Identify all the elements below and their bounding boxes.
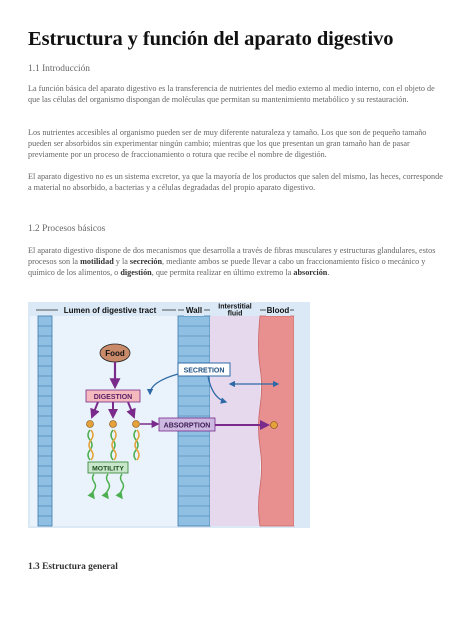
- secretion-label: SECRETION: [183, 367, 225, 375]
- left-epithelium: [38, 316, 52, 526]
- section-heading-procesos-basicos: 1.2 Procesos básicos: [28, 224, 106, 234]
- interstitial-fluid-region: [210, 316, 260, 526]
- right-margin: [294, 316, 308, 526]
- header-interstitial-2: fluid: [227, 310, 243, 318]
- section-heading-introduccion: 1.1 Introducción: [28, 64, 90, 74]
- header-wall: Wall: [185, 306, 203, 315]
- intro-paragraph-3: El aparato digestivo no es un sistema excretor, ya que la mayoría de los productos que salen del mismo, las heces, corresponde a material no absorbido, a bacterias y a células degradadas del propio aparato digestivo.: [28, 172, 443, 192]
- food-label: Food: [105, 349, 125, 358]
- nutrient-dot: [110, 421, 117, 428]
- header-lumen: Lumen of digestive tract: [63, 306, 157, 315]
- digestive-processes-diagram: [28, 302, 310, 528]
- term-absorcion: absorción: [293, 267, 328, 277]
- intro-paragraph-2: Los nutrientes accesibles al organismo pueden ser de muy diferente naturaleza y tamaño. Los que son de pequeño tamaño pueden ser absorbidos sin experimentar ningún cambio; mientras que los que presentan un gran tamaño han de pasar previamente por un proceso de fraccionamiento o rotura que recibe el nombre de digestión.: [28, 128, 427, 159]
- absorbed-nutrient-dot: [271, 422, 278, 429]
- page-title: Estructura y función del aparato digestivo: [28, 28, 394, 50]
- procesos-paragraph: El aparato digestivo dispone de dos mecanismos que desarrolla a través de fibras musculares y estructuras glandulares, estos procesos son la motilidad y la secreción, mediante ambos se puede llevar a cabo un fraccionamiento físico o mecánico y químico de los alimentos, o digestión, que permita realizar en último extremo la absorción.: [28, 246, 436, 277]
- digestion-label: DIGESTION: [93, 394, 133, 401]
- blood-vessel: [259, 316, 295, 526]
- term-digestion: digestión: [120, 267, 152, 277]
- section-heading-estructura-general: 1.3 Estructura general: [28, 562, 118, 572]
- header-blood: Blood: [266, 306, 290, 315]
- intro-paragraph-1: La función básica del aparato digestivo es la transferencia de nutrientes del medio externo al medio interno, con el objeto de que las células del organismo dispongan de moléculas que permitan su mantenimiento metabólico y su restauración.: [28, 84, 435, 104]
- header-interstitial-1: Interstitial: [218, 303, 252, 311]
- term-secrecion: secreción: [129, 256, 163, 266]
- motility-label: MOTILITY: [92, 465, 124, 473]
- term-motilidad: motilidad: [80, 256, 114, 266]
- nutrient-dot: [133, 421, 140, 428]
- nutrient-dot: [87, 421, 94, 428]
- absorption-label: ABSORPTION: [163, 422, 211, 430]
